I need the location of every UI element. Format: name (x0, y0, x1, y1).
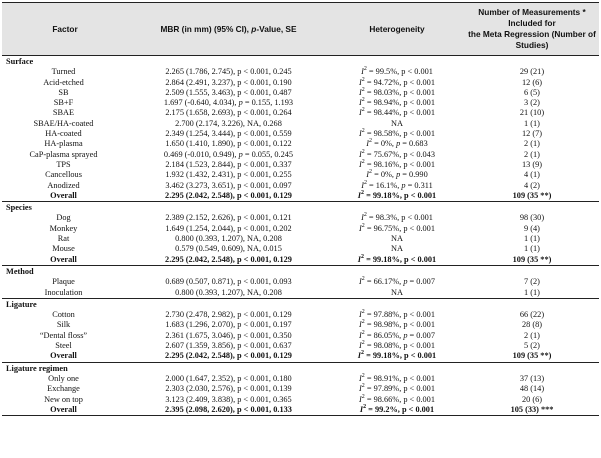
table-row (2, 78, 599, 88)
table-row (2, 234, 599, 244)
factor-cell: Overall (50, 254, 77, 264)
measurements-cell: 9 (4) (524, 223, 540, 233)
mbr-cell: 1.683 (1.296, 2.070), p < 0.001, 0.197 (165, 320, 292, 330)
heterogeneity-cell: $I^2 = 75.67\%$, p < 0.043 (359, 148, 435, 159)
factor-cell: Mouse (52, 244, 75, 254)
mbr-cell: 2.000 (1.647, 2.352), p < 0.001, 0.180 (165, 373, 292, 383)
factor-cell: Steel (55, 341, 72, 351)
heterogeneity-cell: $I^2 = 97.88\%$, p < 0.001 (359, 309, 435, 320)
table-row (2, 108, 599, 118)
table-row (2, 255, 599, 266)
measurements-cell: 4 (1) (524, 170, 540, 180)
table-row (2, 160, 599, 170)
heterogeneity-cell: $I^2 = 16.1\%$, p = 0.311 (361, 179, 433, 190)
header-heterogeneity: Heterogeneity (329, 3, 465, 56)
mbr-cell: 1.650 (1.410, 1.890), p < 0.001, 0.122 (165, 139, 292, 149)
heterogeneity-cell: $I^2 = 98.66\%$, p < 0.001 (359, 393, 435, 404)
measurements-cell: 28 (8) (521, 320, 543, 330)
measurements-cell: 6 (5) (524, 87, 540, 97)
heterogeneity-cell: $I^2 = 94.72\%$, p < 0.001 (359, 76, 435, 87)
heterogeneity-cell: $I^2 = 98.44\%$, p < 0.001 (359, 107, 435, 118)
table-row (2, 310, 599, 320)
table-row (2, 384, 599, 394)
section-header (2, 362, 599, 374)
header-measurements: Number of Measurements * Included for the Meta Regression (Number of Studies) (465, 3, 599, 56)
mbr-cell: 1.932 (1.432, 2.431), p < 0.001, 0.255 (165, 170, 292, 180)
table-row (2, 405, 599, 416)
factor-cell: Anodized (47, 180, 80, 190)
factor-cell: Plaque (52, 277, 75, 287)
table-row (2, 139, 599, 149)
measurements-cell: 4 (2) (524, 180, 540, 190)
measurements-cell: 48 (14) (519, 384, 545, 394)
mbr-cell: 2.295 (2.042, 2.548), p < 0.001, 0.129 (165, 351, 292, 361)
measurements-cell: 5 (2) (524, 341, 540, 351)
mbr-cell: 0.689 (0.507, 0.871), p < 0.001, 0.093 (165, 277, 292, 287)
table-row (2, 119, 599, 129)
table-row (2, 150, 599, 160)
factor-cell: SB (58, 87, 69, 97)
heterogeneity-cell: $I^2 = 0\%$, p = 0.683 (366, 138, 428, 149)
table-row (2, 170, 599, 180)
measurements-cell: 21 (10) (519, 108, 545, 118)
table-row (2, 88, 599, 98)
heterogeneity-cell: NA (391, 244, 403, 254)
heterogeneity-cell: $I^2 = 98.03\%$, p < 0.001 (359, 87, 435, 97)
table-row (2, 224, 599, 234)
factor-cell: Cotton (52, 310, 75, 320)
heterogeneity-cell: NA (391, 234, 403, 244)
section-header (2, 298, 599, 310)
measurements-cell: 7 (2) (524, 277, 540, 287)
measurements-cell: 1 (1) (524, 118, 540, 128)
factor-cell: Overall (2, 405, 128, 416)
table-row (2, 341, 599, 351)
table-row (2, 395, 599, 405)
heterogeneity-cell: $I^2 = 98.3\%$, p < 0.001 (361, 212, 433, 223)
factor-cell: Silk (56, 320, 71, 330)
table-row (2, 181, 599, 191)
measurements-cell: 37 (13) (519, 373, 545, 383)
measurements-cell: 109 (35 **) (512, 351, 552, 361)
measurements-cell: 13 (9) (521, 159, 543, 169)
factor-cell: Turned (51, 67, 76, 77)
mbr-cell: 2.303 (2.030, 2.576), p < 0.001, 0.139 (165, 384, 292, 394)
measurements-cell: 98 (30) (519, 213, 545, 223)
meta-regression-table (2, 2, 599, 416)
measurements-cell: 1 (1) (524, 244, 540, 254)
header-mbr: MBR (in mm) (95% CI), p-Value, SE (128, 3, 329, 56)
measurements-cell: 109 (35 **) (512, 254, 552, 264)
factor-cell: CaP-plasma sprayed (29, 149, 98, 159)
table-row (2, 277, 599, 287)
mbr-cell: 2.864 (2.491, 3.237), p < 0.001, 0.190 (165, 77, 292, 87)
measurements-cell: 12 (7) (521, 129, 543, 139)
heterogeneity-cell: $I^2 = 98.98\%$, p < 0.001 (359, 319, 435, 330)
heterogeneity-cell: $I^2 = 99.5\%$, p < 0.001 (361, 66, 433, 77)
mbr-cell: 2.175 (1.658, 2.693), p < 0.001, 0.264 (165, 108, 292, 118)
measurements-cell: 3 (2) (524, 98, 540, 108)
factor-cell: Cancellous (45, 170, 82, 180)
table-row (2, 129, 599, 139)
section-header (2, 56, 599, 68)
factor-cell: Only one (48, 373, 79, 383)
measurements-cell: 109 (35 **) (512, 190, 552, 200)
header-row (2, 3, 599, 56)
table-body (2, 56, 599, 416)
measurements-cell: 12 (6) (521, 77, 543, 87)
heterogeneity-cell: $I^2 = 98.94\%$, p < 0.001 (359, 97, 435, 108)
factor-cell: Exchange (47, 384, 80, 394)
factor-cell: SBAE (52, 108, 75, 118)
mbr-cell: 2.349 (1.254, 3.444), p < 0.001, 0.559 (165, 129, 292, 139)
heterogeneity-cell: $I^2 = 99.18\%$, p < 0.001 (357, 253, 437, 264)
measurements-cell: 2 (1) (524, 139, 540, 149)
table-row (2, 351, 599, 362)
factor-cell: Dog (56, 213, 71, 223)
mbr-cell: 1.649 (1.254, 2.044), p < 0.001, 0.202 (165, 223, 292, 233)
factor-cell: HA-coated (45, 129, 82, 139)
mbr-cell: 2.361 (1.675, 3.046), p < 0.001, 0.350 (165, 330, 292, 340)
factor-cell: Rat (57, 234, 70, 244)
measurements-cell: 29 (21) (519, 67, 545, 77)
section-title: Ligature (2, 298, 599, 310)
mbr-cell: 0.800 (0.393, 1.207), NA, 0.208 (175, 234, 282, 244)
heterogeneity-cell: $I^2 = 98.91\%$, p < 0.001 (359, 373, 435, 383)
factor-cell: Overall (50, 190, 77, 200)
header-factor: Factor (2, 3, 128, 56)
factor-cell: SB+F (53, 98, 74, 108)
measurements-cell: 1 (1) (524, 234, 540, 244)
mbr-cell: 2.265 (1.786, 2.745), p < 0.001, 0.245 (165, 67, 292, 77)
mbr-cell: 2.730 (2.478, 2.982), p < 0.001, 0.129 (165, 310, 292, 320)
factor-cell: Acid-etched (43, 77, 84, 87)
factor-cell: SBAE/HA-coated (33, 118, 94, 128)
heterogeneity-cell: $I^2 = 86.05\%$, p = 0.007 (359, 329, 435, 340)
section-title: Surface (6, 57, 34, 66)
factor-cell: Inoculation (44, 287, 83, 297)
table-row (2, 67, 599, 77)
heterogeneity-cell: $I^2 = 98.16\%$, p < 0.001 (359, 159, 435, 169)
section-header (2, 202, 599, 214)
mbr-cell: 2.700 (2.174, 3.226), NA, 0.268 (175, 118, 282, 128)
mbr-cell: 2.607 (1.359, 3.856), p < 0.001, 0.637 (165, 341, 292, 351)
mbr-cell: 2.395 (2.098, 2.620), p < 0.001, 0.133 (128, 405, 329, 416)
section-header (2, 265, 599, 277)
table-row (2, 213, 599, 223)
section-title: Species (2, 202, 599, 214)
factor-cell: Overall (50, 351, 77, 361)
heterogeneity-cell: $I^2 = 97.89\%$, p < 0.001 (359, 383, 435, 394)
table-row (2, 98, 599, 108)
table-row (2, 331, 599, 341)
heterogeneity-cell: $I^2 = 99.2\%$, p < 0.001 (329, 405, 465, 416)
factor-cell: TPS (56, 159, 71, 169)
table-row (2, 191, 599, 202)
heterogeneity-cell: $I^2 = 66.17\%$, p = 0.007 (359, 276, 435, 287)
table-row (2, 288, 599, 299)
measurements-cell: 1 (1) (524, 287, 540, 297)
heterogeneity-cell: $I^2 = 99.18\%$, p < 0.001 (357, 350, 437, 361)
heterogeneity-cell: NA (391, 118, 403, 128)
heterogeneity-cell: NA (391, 287, 403, 297)
section-title: Ligature regimen (2, 362, 599, 374)
factor-cell: “Dental floss” (39, 330, 88, 340)
factor-cell: HA-plasma (44, 139, 83, 149)
measurements-cell: 2 (1) (524, 149, 540, 159)
mbr-cell: 1.697 (-0.640, 4.034), p = 0.155, 1.193 (163, 98, 294, 108)
heterogeneity-cell: $I^2 = 98.08\%$, p < 0.001 (359, 340, 435, 351)
table-row (2, 320, 599, 330)
mbr-cell: 3.123 (2.409, 3.838), p < 0.001, 0.365 (165, 394, 292, 404)
mbr-cell: 0.579 (0.549, 0.609), NA, 0.015 (175, 244, 282, 254)
mbr-cell: 2.509 (1.555, 3.463), p < 0.001, 0.487 (165, 87, 292, 97)
heterogeneity-cell: $I^2 = 98.58\%$, p < 0.001 (359, 128, 435, 139)
mbr-cell: 2.184 (1.523, 2.844), p < 0.001, 0.337 (165, 159, 292, 169)
mbr-cell: 2.389 (2.152, 2.626), p < 0.001, 0.121 (165, 213, 292, 223)
heterogeneity-cell: $I^2 = 96.75\%$, p < 0.001 (359, 222, 435, 233)
heterogeneity-cell: $I^2 = 99.18\%$, p < 0.001 (357, 190, 437, 200)
mbr-cell: 0.469 (-0.010, 0.949), p = 0.055, 0.245 (163, 149, 294, 159)
mbr-cell: 2.295 (2.042, 2.548), p < 0.001, 0.129 (165, 190, 292, 200)
measurements-cell: 2 (1) (524, 330, 540, 340)
table-row (2, 374, 599, 384)
measurements-cell: 20 (6) (521, 394, 543, 404)
factor-cell: New on top (44, 394, 83, 404)
heterogeneity-cell: $I^2 = 0\%$, p = 0.990 (366, 169, 428, 180)
factor-cell: Monkey (49, 223, 78, 233)
table-row (2, 244, 599, 254)
measurements-cell: 105 (33) *** (465, 405, 599, 416)
measurements-cell: 66 (22) (519, 310, 545, 320)
mbr-cell: 3.462 (3.273, 3.651), p < 0.001, 0.097 (165, 180, 292, 190)
section-title: Method (2, 265, 599, 277)
mbr-cell: 0.800 (0.393, 1.207), NA, 0.208 (175, 287, 282, 297)
mbr-cell: 2.295 (2.042, 2.548), p < 0.001, 0.129 (165, 254, 292, 264)
